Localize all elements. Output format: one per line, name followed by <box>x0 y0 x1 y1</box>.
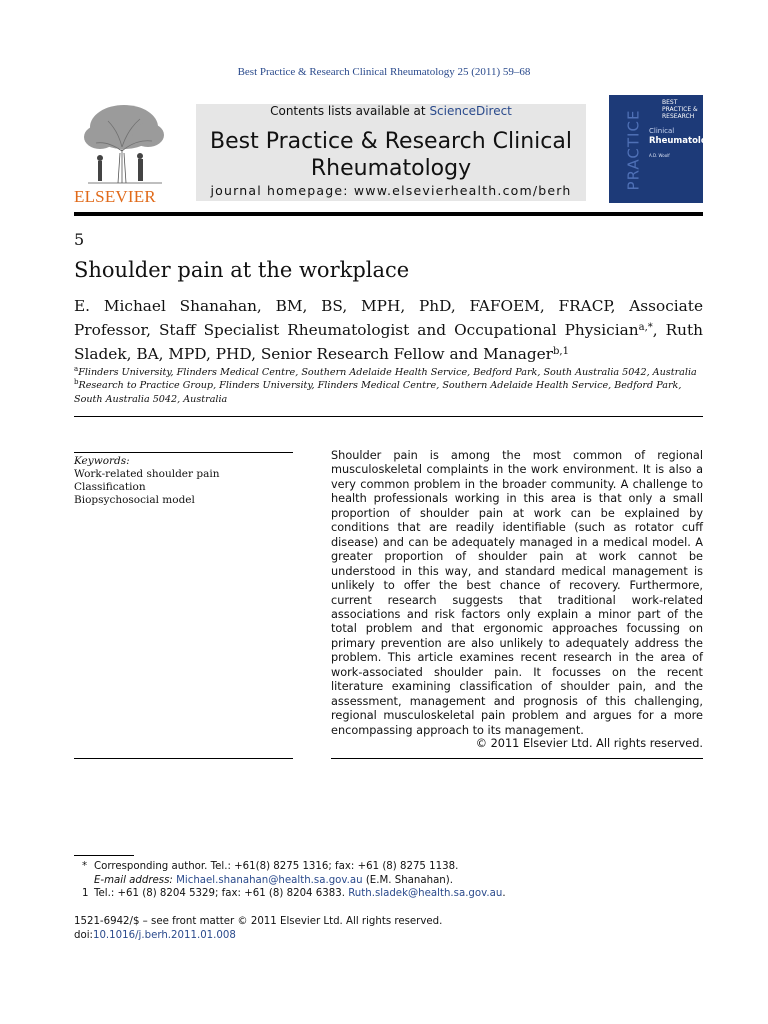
footnote-rule <box>74 855 134 856</box>
article-number: 5 <box>74 230 85 249</box>
author2-affiliation-marker[interactable]: b,1 <box>552 346 569 357</box>
authors-part1: E. Michael Shanahan, BM, BS, MPH, PhD, FAFOEM, FRACP, Associate Professor, Staff Specialist Rheumatologist and Occupational Physician <box>74 297 703 339</box>
cover-editor-text: A.D. Woolf <box>649 153 670 158</box>
article-title: Shoulder pain at the workplace <box>74 258 410 282</box>
abstract-copyright: © 2011 Elsevier Ltd. All rights reserved. <box>475 737 703 750</box>
author-list <box>74 295 703 365</box>
journal-title-line1: Best Practice & Research Clinical <box>210 129 572 154</box>
contents-prefix: Contents lists available at <box>270 104 430 118</box>
footnote-star-mark: * <box>82 861 88 872</box>
footnote-1-mark: 1 <box>82 888 89 899</box>
author1-affiliation-marker[interactable]: a,* <box>638 322 653 333</box>
cover-series-text: BEST PRACTICE & RESEARCH <box>662 99 698 120</box>
issn-line: 1521-6942/$ – see front matter © 2011 Elsevier Ltd. All rights reserved. <box>74 916 443 927</box>
footnote-corresponding <box>74 860 703 874</box>
email-link-sladek[interactable]: Ruth.sladek@health.sa.gov.au <box>348 888 503 899</box>
keywords-bottom-rule <box>74 758 293 759</box>
keyword-item: Classification <box>74 481 146 493</box>
cover-practice-text: PRACTICE <box>624 109 643 191</box>
authors-part2: , Ruth Sladek, BA, MPD, PHD, Senior Research Fellow and Manager <box>74 321 703 363</box>
email-label: E-mail address: <box>94 874 173 886</box>
elsevier-wordmark: ELSEVIER <box>74 187 156 206</box>
journal-citation[interactable]: Best Practice & Research Clinical Rheumatology 25 (2011) 59–68 <box>237 66 531 78</box>
contents-availability <box>196 104 586 118</box>
journal-cover-image[interactable] <box>609 95 719 203</box>
corresponding-author-text: Corresponding author. Tel.: +61(8) 8275 1316; fax: +61 (8) 8275 1138. <box>94 861 459 872</box>
elsevier-logo[interactable] <box>74 95 194 207</box>
keywords-top-rule <box>74 452 293 453</box>
journal-title <box>196 128 586 182</box>
keywords-heading: Keywords: <box>74 455 130 467</box>
footnote-email <box>74 874 703 888</box>
front-matter-info <box>74 915 703 943</box>
keyword-item: Work-related shoulder pain <box>74 468 220 480</box>
affiliation-a-mark: a <box>74 365 79 373</box>
keyword-item: Biopsychosocial model <box>74 494 195 506</box>
journal-title-line2: Rheumatology <box>310 156 472 181</box>
keywords-section <box>74 455 293 507</box>
footnote-1-text: Tel.: +61 (8) 8204 5329; fax: +61 (8) 8204 6383. <box>94 888 345 899</box>
affiliation-b-mark: b <box>74 378 79 386</box>
footnote-1-end: . <box>502 888 506 899</box>
email-owner: (E.M. Shanahan). <box>365 874 453 886</box>
journal-homepage[interactable]: journal homepage: www.elsevierhealth.com/berh <box>210 183 572 198</box>
elsevier-tree-icon <box>78 101 170 185</box>
journal-banner <box>196 104 586 201</box>
sciencedirect-link[interactable]: ScienceDirect <box>429 104 512 118</box>
doi-line <box>74 929 703 943</box>
doi-link[interactable]: 10.1016/j.berh.2011.01.008 <box>92 930 236 941</box>
affiliation-b-text: Research to Practice Group, Flinders University, Flinders Medical Centre, Southern Adelaide Health Service, Bedford Park, South Australia 5042, Australia <box>74 380 682 405</box>
abstract-text: Shoulder pain is among the most common of regional musculoskeletal complaints in the work environment. It is also a very common problem in the broader community. A challenge to health professionals working in this area is that only a small proportion of shoulder pain at work can be explained by conditions that are readily identifiable (such as rotator cuff disease) and can be adequately managed in a medical model. A greater proportion of shoulder pain at work cannot be understood in this way, and standard medical management is unlikely to offer the best chance of recovery. Furthermore, current research suggests that traditional work-related associations and risk factors only explain a minor part of the total problem and that ergonomic approaches focussing on primary prevention are also unlikely to adequately address the problem. This article examines recent research in the area of work-associated shoulder pain. It focusses on the recent literature examining classification of shoulder pain, and the assessment, management and prognosis of this challenging, regional musculoskeletal pain problem and argues for a more encompassing approach to its management. <box>331 449 703 737</box>
affiliation-b <box>74 376 703 406</box>
cover-clinical-text: Clinical <box>649 127 675 135</box>
footnotes <box>74 860 703 901</box>
footnote-1 <box>74 887 703 901</box>
cover-rheumatology-text: Rheumatology <box>649 136 719 146</box>
email-link-shanahan[interactable]: Michael.shanahan@health.sa.gov.au <box>176 874 363 886</box>
affiliation-a-text: Flinders University, Flinders Medical Centre, Southern Adelaide Health Service, Bedford Park, South Australia 5042, Australia <box>78 367 697 379</box>
journal-header <box>74 95 719 207</box>
article-info-divider <box>74 416 703 417</box>
abstract-bottom-rule <box>331 758 703 759</box>
header-divider <box>74 212 703 216</box>
doi-label: doi: <box>74 930 93 941</box>
